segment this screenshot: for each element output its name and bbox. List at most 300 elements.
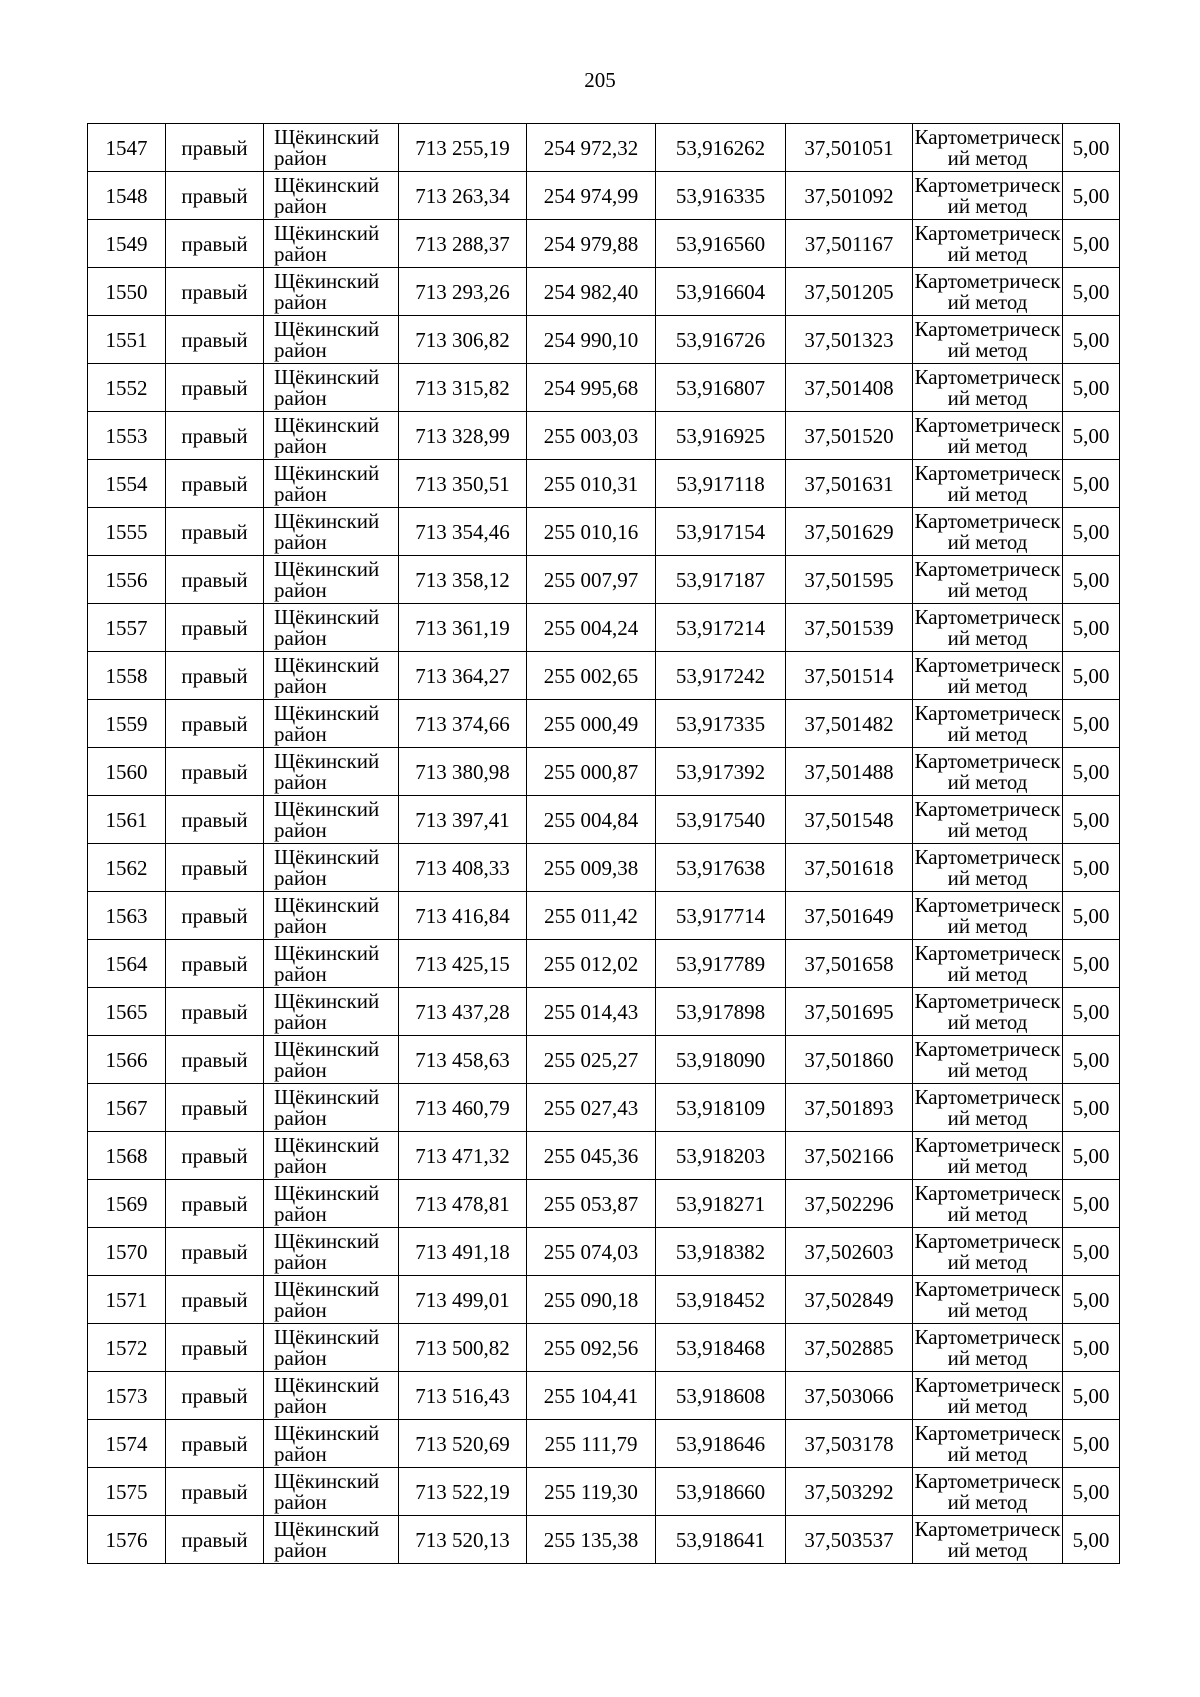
- latitude-cell: 53,917714: [656, 892, 786, 940]
- accuracy-cell: 5,00: [1063, 1036, 1120, 1084]
- table-row: [88, 1276, 1120, 1324]
- longitude-cell: 37,501520: [786, 412, 913, 460]
- latitude-cell: 53,916925: [656, 412, 786, 460]
- table-row: [88, 940, 1120, 988]
- district-cell: Щёкинский район: [264, 460, 399, 508]
- bank-side-cell: правый: [166, 700, 264, 748]
- table-row: [88, 604, 1120, 652]
- latitude-cell: 53,918203: [656, 1132, 786, 1180]
- x-coordinate-cell: 713 380,98: [399, 748, 527, 796]
- y-coordinate-cell: 255 012,02: [527, 940, 656, 988]
- x-coordinate-cell: 713 425,15: [399, 940, 527, 988]
- longitude-cell: 37,501514: [786, 652, 913, 700]
- x-coordinate-cell: 713 471,32: [399, 1132, 527, 1180]
- longitude-cell: 37,501205: [786, 268, 913, 316]
- table-row: [88, 1180, 1120, 1228]
- district-cell: Щёкинский район: [264, 1228, 399, 1276]
- table-row: [88, 460, 1120, 508]
- latitude-cell: 53,918090: [656, 1036, 786, 1084]
- latitude-cell: 53,916560: [656, 220, 786, 268]
- point-number-cell: 1551: [88, 316, 166, 364]
- point-number-cell: 1564: [88, 940, 166, 988]
- page-number: 205: [584, 68, 616, 92]
- point-number-cell: 1555: [88, 508, 166, 556]
- accuracy-cell: 5,00: [1063, 1324, 1120, 1372]
- accuracy-cell: 5,00: [1063, 1084, 1120, 1132]
- table-row: [88, 1516, 1120, 1564]
- y-coordinate-cell: 255 074,03: [527, 1228, 656, 1276]
- district-cell: Щёкинский район: [264, 508, 399, 556]
- point-number-cell: 1572: [88, 1324, 166, 1372]
- district-cell: Щёкинский район: [264, 652, 399, 700]
- district-cell: Щёкинский район: [264, 1324, 399, 1372]
- x-coordinate-cell: 713 397,41: [399, 796, 527, 844]
- district-cell: Щёкинский район: [264, 1420, 399, 1468]
- longitude-cell: 37,501051: [786, 124, 913, 172]
- table-row: [88, 1132, 1120, 1180]
- table-row: [88, 700, 1120, 748]
- longitude-cell: 37,501539: [786, 604, 913, 652]
- bank-side-cell: правый: [166, 1372, 264, 1420]
- x-coordinate-cell: 713 499,01: [399, 1276, 527, 1324]
- bank-side-cell: правый: [166, 604, 264, 652]
- accuracy-cell: 5,00: [1063, 652, 1120, 700]
- district-cell: Щёкинский район: [264, 1036, 399, 1084]
- bank-side-cell: правый: [166, 1468, 264, 1516]
- method-cell: Картометрический метод: [914, 748, 1061, 794]
- method-cell: Картометрический метод: [914, 364, 1061, 410]
- y-coordinate-cell: 255 014,43: [527, 988, 656, 1036]
- x-coordinate-cell: 713 416,84: [399, 892, 527, 940]
- longitude-cell: 37,501658: [786, 940, 913, 988]
- point-number-cell: 1554: [88, 460, 166, 508]
- latitude-cell: 53,918271: [656, 1180, 786, 1228]
- table-row: [88, 1228, 1120, 1276]
- method-cell: Картометрический метод: [914, 1324, 1061, 1370]
- x-coordinate-cell: 713 478,81: [399, 1180, 527, 1228]
- accuracy-cell: 5,00: [1063, 796, 1120, 844]
- accuracy-cell: 5,00: [1063, 124, 1120, 172]
- method-cell: Картометрический метод: [914, 556, 1061, 602]
- point-number-cell: 1550: [88, 268, 166, 316]
- y-coordinate-cell: 255 003,03: [527, 412, 656, 460]
- table-row: [88, 844, 1120, 892]
- y-coordinate-cell: 254 972,32: [527, 124, 656, 172]
- accuracy-cell: 5,00: [1063, 1468, 1120, 1516]
- table-row: [88, 268, 1120, 316]
- x-coordinate-cell: 713 293,26: [399, 268, 527, 316]
- longitude-cell: 37,503066: [786, 1372, 913, 1420]
- x-coordinate-cell: 713 520,13: [399, 1516, 527, 1564]
- y-coordinate-cell: 255 007,97: [527, 556, 656, 604]
- latitude-cell: 53,917789: [656, 940, 786, 988]
- method-cell: Картометрический метод: [914, 1084, 1061, 1130]
- method-cell: Картометрический метод: [914, 892, 1061, 938]
- table-row: [88, 1324, 1120, 1372]
- longitude-cell: 37,501629: [786, 508, 913, 556]
- table-row: [88, 556, 1120, 604]
- point-number-cell: 1559: [88, 700, 166, 748]
- bank-side-cell: правый: [166, 1180, 264, 1228]
- x-coordinate-cell: 713 458,63: [399, 1036, 527, 1084]
- latitude-cell: 53,917187: [656, 556, 786, 604]
- bank-side-cell: правый: [166, 268, 264, 316]
- point-number-cell: 1557: [88, 604, 166, 652]
- latitude-cell: 53,916604: [656, 268, 786, 316]
- x-coordinate-cell: 713 288,37: [399, 220, 527, 268]
- point-number-cell: 1553: [88, 412, 166, 460]
- latitude-cell: 53,918608: [656, 1372, 786, 1420]
- accuracy-cell: 5,00: [1063, 220, 1120, 268]
- y-coordinate-cell: 255 000,49: [527, 700, 656, 748]
- accuracy-cell: 5,00: [1063, 604, 1120, 652]
- latitude-cell: 53,916262: [656, 124, 786, 172]
- bank-side-cell: правый: [166, 316, 264, 364]
- accuracy-cell: 5,00: [1063, 700, 1120, 748]
- longitude-cell: 37,501618: [786, 844, 913, 892]
- district-cell: Щёкинский район: [264, 604, 399, 652]
- longitude-cell: 37,503537: [786, 1516, 913, 1564]
- accuracy-cell: 5,00: [1063, 268, 1120, 316]
- x-coordinate-cell: 713 500,82: [399, 1324, 527, 1372]
- longitude-cell: 37,501695: [786, 988, 913, 1036]
- table-row: [88, 124, 1120, 172]
- method-cell: Картометрический метод: [914, 124, 1061, 170]
- bank-side-cell: правый: [166, 1084, 264, 1132]
- method-cell: Картометрический метод: [914, 652, 1061, 698]
- latitude-cell: 53,916726: [656, 316, 786, 364]
- method-cell: Картометрический метод: [914, 220, 1061, 266]
- point-number-cell: 1563: [88, 892, 166, 940]
- method-cell: Картометрический метод: [914, 604, 1061, 650]
- method-cell: Картометрический метод: [914, 316, 1061, 362]
- table-row: [88, 1036, 1120, 1084]
- bank-side-cell: правый: [166, 364, 264, 412]
- y-coordinate-cell: 255 090,18: [527, 1276, 656, 1324]
- accuracy-cell: 5,00: [1063, 892, 1120, 940]
- accuracy-cell: 5,00: [1063, 172, 1120, 220]
- district-cell: Щёкинский район: [264, 844, 399, 892]
- table-row: [88, 892, 1120, 940]
- table-row: [88, 172, 1120, 220]
- latitude-cell: 53,917392: [656, 748, 786, 796]
- x-coordinate-cell: 713 437,28: [399, 988, 527, 1036]
- bank-side-cell: правый: [166, 748, 264, 796]
- bank-side-cell: правый: [166, 1228, 264, 1276]
- accuracy-cell: 5,00: [1063, 1132, 1120, 1180]
- latitude-cell: 53,918109: [656, 1084, 786, 1132]
- method-cell: Картометрический метод: [914, 796, 1061, 842]
- longitude-cell: 37,502603: [786, 1228, 913, 1276]
- x-coordinate-cell: 713 364,27: [399, 652, 527, 700]
- accuracy-cell: 5,00: [1063, 1276, 1120, 1324]
- latitude-cell: 53,918660: [656, 1468, 786, 1516]
- bank-side-cell: правый: [166, 508, 264, 556]
- method-cell: Картометрический метод: [914, 460, 1061, 506]
- method-cell: Картометрический метод: [914, 1228, 1061, 1274]
- latitude-cell: 53,917898: [656, 988, 786, 1036]
- longitude-cell: 37,501595: [786, 556, 913, 604]
- x-coordinate-cell: 713 460,79: [399, 1084, 527, 1132]
- y-coordinate-cell: 255 045,36: [527, 1132, 656, 1180]
- table-row: [88, 316, 1120, 364]
- y-coordinate-cell: 254 990,10: [527, 316, 656, 364]
- method-cell: Картометрический метод: [914, 508, 1061, 554]
- bank-side-cell: правый: [166, 940, 264, 988]
- bank-side-cell: правый: [166, 988, 264, 1036]
- latitude-cell: 53,917335: [656, 700, 786, 748]
- method-cell: Картометрический метод: [914, 1036, 1061, 1082]
- point-number-cell: 1560: [88, 748, 166, 796]
- table-row: [88, 1084, 1120, 1132]
- bank-side-cell: правый: [166, 220, 264, 268]
- accuracy-cell: 5,00: [1063, 364, 1120, 412]
- district-cell: Щёкинский район: [264, 1276, 399, 1324]
- table-row: [88, 1372, 1120, 1420]
- point-number-cell: 1568: [88, 1132, 166, 1180]
- point-number-cell: 1574: [88, 1420, 166, 1468]
- bank-side-cell: правый: [166, 652, 264, 700]
- latitude-cell: 53,917118: [656, 460, 786, 508]
- district-cell: Щёкинский район: [264, 1132, 399, 1180]
- accuracy-cell: 5,00: [1063, 556, 1120, 604]
- district-cell: Щёкинский район: [264, 1516, 399, 1564]
- accuracy-cell: 5,00: [1063, 988, 1120, 1036]
- longitude-cell: 37,501092: [786, 172, 913, 220]
- latitude-cell: 53,918641: [656, 1516, 786, 1564]
- y-coordinate-cell: 255 010,31: [527, 460, 656, 508]
- longitude-cell: 37,502885: [786, 1324, 913, 1372]
- y-coordinate-cell: 255 111,79: [527, 1420, 656, 1468]
- point-number-cell: 1569: [88, 1180, 166, 1228]
- district-cell: Щёкинский район: [264, 1084, 399, 1132]
- longitude-cell: 37,501408: [786, 364, 913, 412]
- y-coordinate-cell: 255 092,56: [527, 1324, 656, 1372]
- y-coordinate-cell: 255 000,87: [527, 748, 656, 796]
- x-coordinate-cell: 713 263,34: [399, 172, 527, 220]
- x-coordinate-cell: 713 315,82: [399, 364, 527, 412]
- point-number-cell: 1566: [88, 1036, 166, 1084]
- table-row: [88, 1468, 1120, 1516]
- method-cell: Картометрический метод: [914, 1420, 1061, 1466]
- x-coordinate-cell: 713 255,19: [399, 124, 527, 172]
- longitude-cell: 37,501323: [786, 316, 913, 364]
- longitude-cell: 37,501860: [786, 1036, 913, 1084]
- district-cell: Щёкинский район: [264, 172, 399, 220]
- y-coordinate-cell: 255 004,84: [527, 796, 656, 844]
- longitude-cell: 37,501167: [786, 220, 913, 268]
- y-coordinate-cell: 254 979,88: [527, 220, 656, 268]
- accuracy-cell: 5,00: [1063, 1516, 1120, 1564]
- x-coordinate-cell: 713 358,12: [399, 556, 527, 604]
- table-row: [88, 220, 1120, 268]
- y-coordinate-cell: 255 119,30: [527, 1468, 656, 1516]
- latitude-cell: 53,917638: [656, 844, 786, 892]
- table-row: [88, 748, 1120, 796]
- district-cell: Щёкинский район: [264, 1372, 399, 1420]
- longitude-cell: 37,502166: [786, 1132, 913, 1180]
- bank-side-cell: правый: [166, 1516, 264, 1564]
- method-cell: Картометрический метод: [914, 1132, 1061, 1178]
- bank-side-cell: правый: [166, 1036, 264, 1084]
- longitude-cell: 37,503292: [786, 1468, 913, 1516]
- latitude-cell: 53,917214: [656, 604, 786, 652]
- accuracy-cell: 5,00: [1063, 1372, 1120, 1420]
- y-coordinate-cell: 255 010,16: [527, 508, 656, 556]
- latitude-cell: 53,916335: [656, 172, 786, 220]
- x-coordinate-cell: 713 354,46: [399, 508, 527, 556]
- district-cell: Щёкинский район: [264, 940, 399, 988]
- method-cell: Картометрический метод: [914, 940, 1061, 986]
- accuracy-cell: 5,00: [1063, 508, 1120, 556]
- x-coordinate-cell: 713 522,19: [399, 1468, 527, 1516]
- y-coordinate-cell: 254 982,40: [527, 268, 656, 316]
- longitude-cell: 37,501482: [786, 700, 913, 748]
- accuracy-cell: 5,00: [1063, 748, 1120, 796]
- x-coordinate-cell: 713 408,33: [399, 844, 527, 892]
- longitude-cell: 37,501631: [786, 460, 913, 508]
- district-cell: Щёкинский район: [264, 412, 399, 460]
- bank-side-cell: правый: [166, 844, 264, 892]
- y-coordinate-cell: 255 104,41: [527, 1372, 656, 1420]
- method-cell: Картометрический метод: [914, 988, 1061, 1034]
- x-coordinate-cell: 713 491,18: [399, 1228, 527, 1276]
- latitude-cell: 53,918468: [656, 1324, 786, 1372]
- district-cell: Щёкинский район: [264, 364, 399, 412]
- bank-side-cell: правый: [166, 412, 264, 460]
- x-coordinate-cell: 713 516,43: [399, 1372, 527, 1420]
- bank-side-cell: правый: [166, 1276, 264, 1324]
- district-cell: Щёкинский район: [264, 700, 399, 748]
- longitude-cell: 37,501649: [786, 892, 913, 940]
- bank-side-cell: правый: [166, 1132, 264, 1180]
- point-number-cell: 1552: [88, 364, 166, 412]
- longitude-cell: 37,501893: [786, 1084, 913, 1132]
- longitude-cell: 37,502849: [786, 1276, 913, 1324]
- district-cell: Щёкинский район: [264, 1180, 399, 1228]
- bank-side-cell: правый: [166, 1420, 264, 1468]
- latitude-cell: 53,918452: [656, 1276, 786, 1324]
- latitude-cell: 53,918382: [656, 1228, 786, 1276]
- latitude-cell: 53,918646: [656, 1420, 786, 1468]
- table-body: [88, 124, 1120, 1564]
- bank-side-cell: правый: [166, 892, 264, 940]
- point-number-cell: 1570: [88, 1228, 166, 1276]
- table-row: [88, 412, 1120, 460]
- method-cell: Картометрический метод: [914, 1372, 1061, 1418]
- accuracy-cell: 5,00: [1063, 1180, 1120, 1228]
- district-cell: Щёкинский район: [264, 316, 399, 364]
- y-coordinate-cell: 255 027,43: [527, 1084, 656, 1132]
- longitude-cell: 37,503178: [786, 1420, 913, 1468]
- method-cell: Картометрический метод: [914, 1468, 1061, 1514]
- x-coordinate-cell: 713 328,99: [399, 412, 527, 460]
- district-cell: Щёкинский район: [264, 124, 399, 172]
- longitude-cell: 37,501548: [786, 796, 913, 844]
- y-coordinate-cell: 254 974,99: [527, 172, 656, 220]
- point-number-cell: 1567: [88, 1084, 166, 1132]
- point-number-cell: 1571: [88, 1276, 166, 1324]
- point-number-cell: 1558: [88, 652, 166, 700]
- method-cell: Картометрический метод: [914, 268, 1061, 314]
- table-row: [88, 652, 1120, 700]
- accuracy-cell: 5,00: [1063, 460, 1120, 508]
- longitude-cell: 37,502296: [786, 1180, 913, 1228]
- x-coordinate-cell: 713 520,69: [399, 1420, 527, 1468]
- y-coordinate-cell: 255 011,42: [527, 892, 656, 940]
- point-number-cell: 1547: [88, 124, 166, 172]
- point-number-cell: 1575: [88, 1468, 166, 1516]
- accuracy-cell: 5,00: [1063, 1228, 1120, 1276]
- bank-side-cell: правый: [166, 1324, 264, 1372]
- point-number-cell: 1573: [88, 1372, 166, 1420]
- accuracy-cell: 5,00: [1063, 1420, 1120, 1468]
- latitude-cell: 53,916807: [656, 364, 786, 412]
- table-row: [88, 1420, 1120, 1468]
- table-row: [88, 988, 1120, 1036]
- bank-side-cell: правый: [166, 556, 264, 604]
- y-coordinate-cell: 255 004,24: [527, 604, 656, 652]
- coordinates-table: [87, 123, 1120, 1564]
- table-row: [88, 364, 1120, 412]
- accuracy-cell: 5,00: [1063, 412, 1120, 460]
- method-cell: Картометрический метод: [914, 172, 1061, 218]
- x-coordinate-cell: 713 306,82: [399, 316, 527, 364]
- x-coordinate-cell: 713 374,66: [399, 700, 527, 748]
- district-cell: Щёкинский район: [264, 268, 399, 316]
- bank-side-cell: правый: [166, 124, 264, 172]
- method-cell: Картометрический метод: [914, 1276, 1061, 1322]
- district-cell: Щёкинский район: [264, 220, 399, 268]
- bank-side-cell: правый: [166, 172, 264, 220]
- accuracy-cell: 5,00: [1063, 316, 1120, 364]
- accuracy-cell: 5,00: [1063, 844, 1120, 892]
- district-cell: Щёкинский район: [264, 1468, 399, 1516]
- table-row: [88, 508, 1120, 556]
- point-number-cell: 1549: [88, 220, 166, 268]
- point-number-cell: 1548: [88, 172, 166, 220]
- point-number-cell: 1556: [88, 556, 166, 604]
- accuracy-cell: 5,00: [1063, 940, 1120, 988]
- method-cell: Картометрический метод: [914, 1180, 1061, 1226]
- y-coordinate-cell: 255 053,87: [527, 1180, 656, 1228]
- y-coordinate-cell: 255 009,38: [527, 844, 656, 892]
- point-number-cell: 1561: [88, 796, 166, 844]
- x-coordinate-cell: 713 350,51: [399, 460, 527, 508]
- district-cell: Щёкинский район: [264, 556, 399, 604]
- table-row: [88, 796, 1120, 844]
- y-coordinate-cell: 254 995,68: [527, 364, 656, 412]
- method-cell: Картометрический метод: [914, 700, 1061, 746]
- point-number-cell: 1562: [88, 844, 166, 892]
- y-coordinate-cell: 255 135,38: [527, 1516, 656, 1564]
- method-cell: Картометрический метод: [914, 844, 1061, 890]
- point-number-cell: 1576: [88, 1516, 166, 1564]
- latitude-cell: 53,917242: [656, 652, 786, 700]
- bank-side-cell: правый: [166, 460, 264, 508]
- y-coordinate-cell: 255 002,65: [527, 652, 656, 700]
- district-cell: Щёкинский район: [264, 748, 399, 796]
- y-coordinate-cell: 255 025,27: [527, 1036, 656, 1084]
- point-number-cell: 1565: [88, 988, 166, 1036]
- bank-side-cell: правый: [166, 796, 264, 844]
- x-coordinate-cell: 713 361,19: [399, 604, 527, 652]
- district-cell: Щёкинский район: [264, 892, 399, 940]
- district-cell: Щёкинский район: [264, 988, 399, 1036]
- method-cell: Картометрический метод: [914, 1516, 1061, 1562]
- district-cell: Щёкинский район: [264, 796, 399, 844]
- latitude-cell: 53,917154: [656, 508, 786, 556]
